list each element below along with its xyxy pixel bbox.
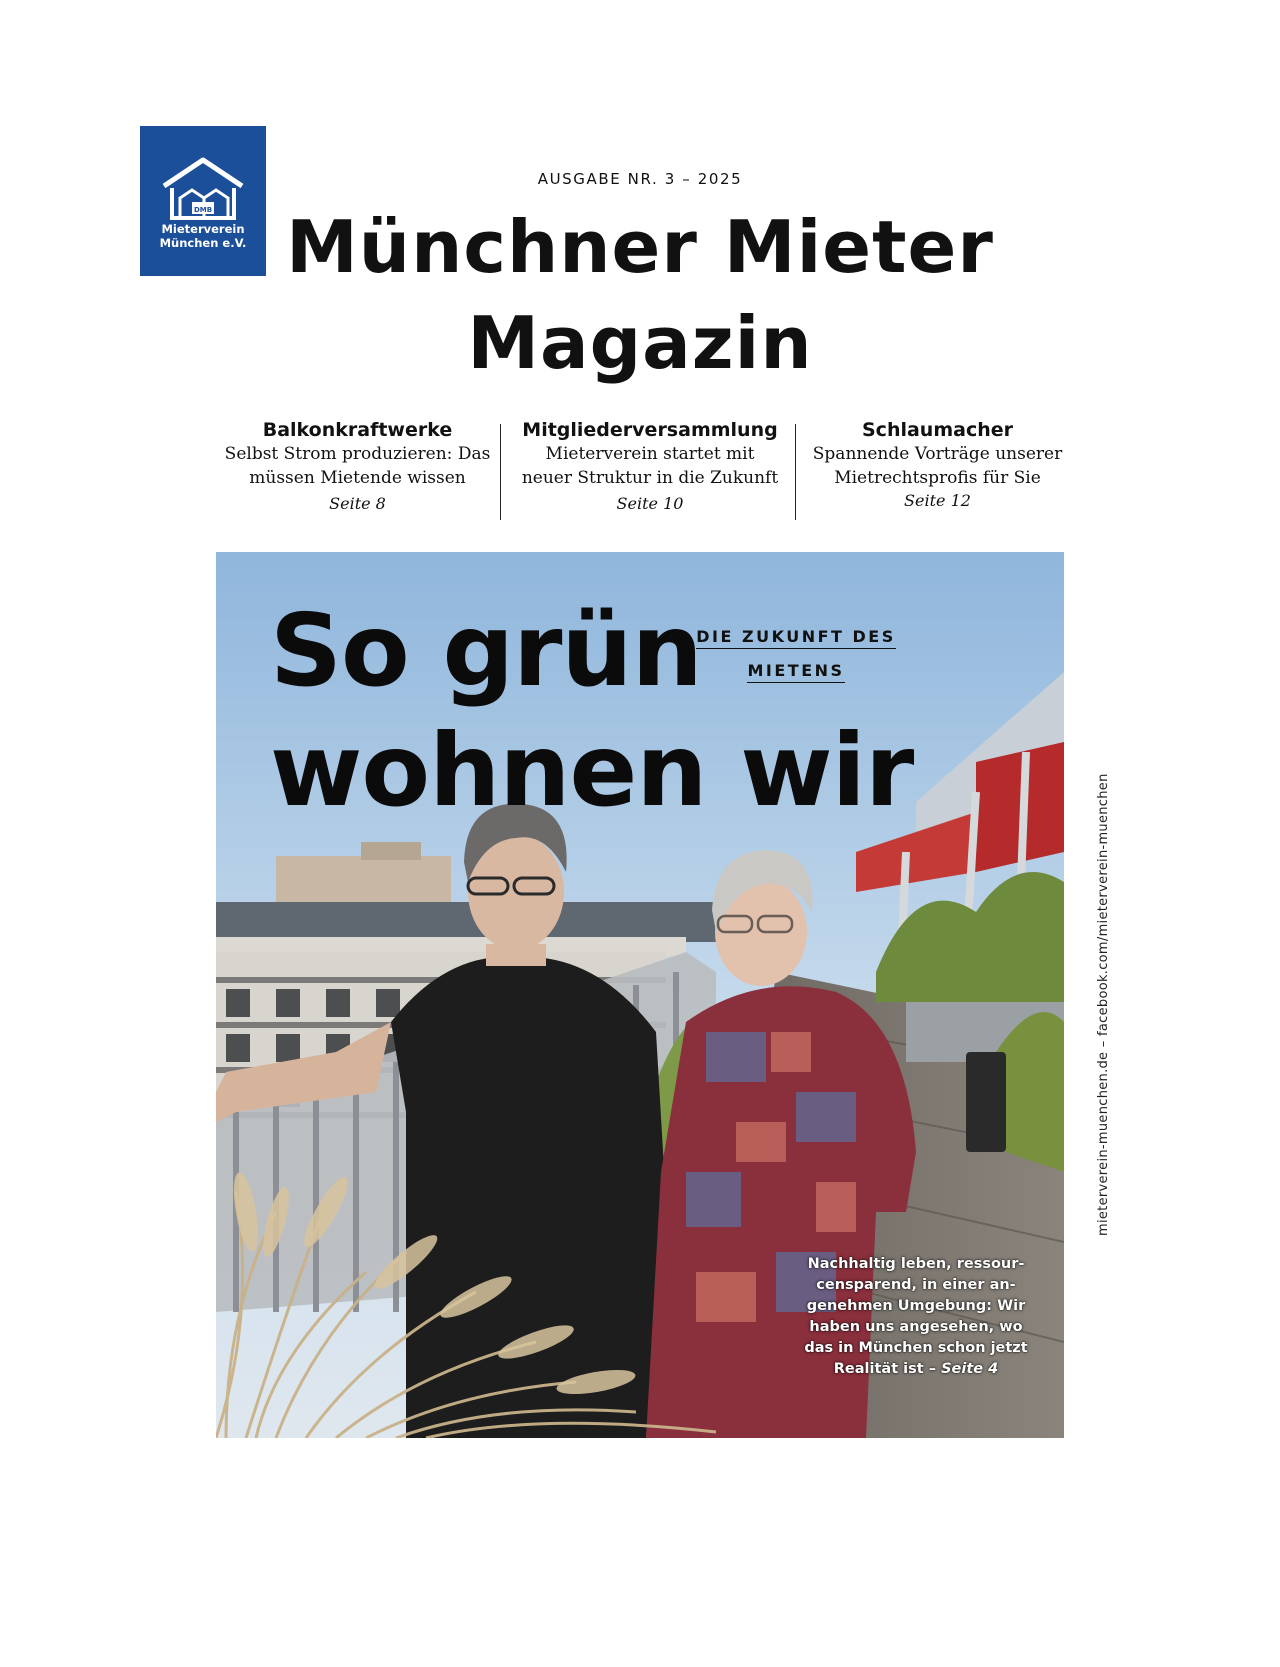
teaser-divider [795,424,796,520]
teaser-text-line-1: Mieterverein startet mit [545,444,755,464]
kicker-text: MIETENS [747,661,844,683]
caption-line: das in München schon jetzt [804,1340,1028,1356]
teaser-page: Seite 12 [904,491,971,510]
teaser-text-line-2: müssen Mietende wissen [249,468,466,488]
teaser-title: Mitgliederversammlung [522,419,778,441]
cover-kicker-line-2 [686,654,906,688]
masthead-title-line-1: Münchner Mieter [286,205,994,289]
caption-page: Seite 4 [941,1361,999,1377]
svg-text:DMB: DMB [193,206,213,214]
caption-line: genehmen Umgebung: Wir [806,1298,1026,1314]
caption-line: Nachhaltig leben, ressour- [807,1256,1025,1272]
teaser-divider [500,424,501,520]
cover-photo [216,552,1064,1438]
teaser-title: Schlaumacher [862,419,1013,441]
teaser-text-line-1: Selbst Strom produzieren: Das [224,444,491,464]
caption-text: Realität ist – [833,1361,942,1377]
side-url-text[interactable]: mieterverein-muenchen.de – facebook.com/mieterverein-muenchen [1096,773,1111,1236]
teaser-text-line-2: Mietrechtsprofis für Sie [834,468,1041,488]
teaser-page: Seite 8 [329,494,386,513]
teaser-title: Balkonkraftwerke [262,419,453,441]
caption-line [796,1359,1036,1380]
cover-headline-line-2: wohnen wir [270,712,914,829]
kicker-text: DIE ZUKUNFT DES [696,627,895,649]
logo-line-2: München e.V. [159,236,247,250]
teaser-balkonkraftwerke[interactable] [215,418,500,518]
teaser-text-line-1: Spannende Vorträge unserer [812,444,1063,464]
teaser-page: Seite 10 [616,494,684,513]
issue-number: AUSGABE NR. 3 – 2025 [537,170,743,188]
teaser-text-line-2: neuer Struktur in die Zukunft [521,468,779,488]
teaser-schlaumacher[interactable] [805,418,1070,512]
masthead-title-line-2: Magazin [467,301,813,385]
caption-line: haben uns angesehen, wo [809,1319,1023,1335]
cover-caption[interactable] [796,1254,1036,1380]
teaser-row [215,418,1070,520]
teaser-mitgliederversammlung[interactable] [510,418,790,518]
caption-line: censparend, in einer an- [816,1277,1016,1293]
logo-line-1: Mieterverein [161,222,245,236]
cover-headline-line-1: So grün [270,592,702,709]
cover-kicker-line-1 [686,620,906,654]
